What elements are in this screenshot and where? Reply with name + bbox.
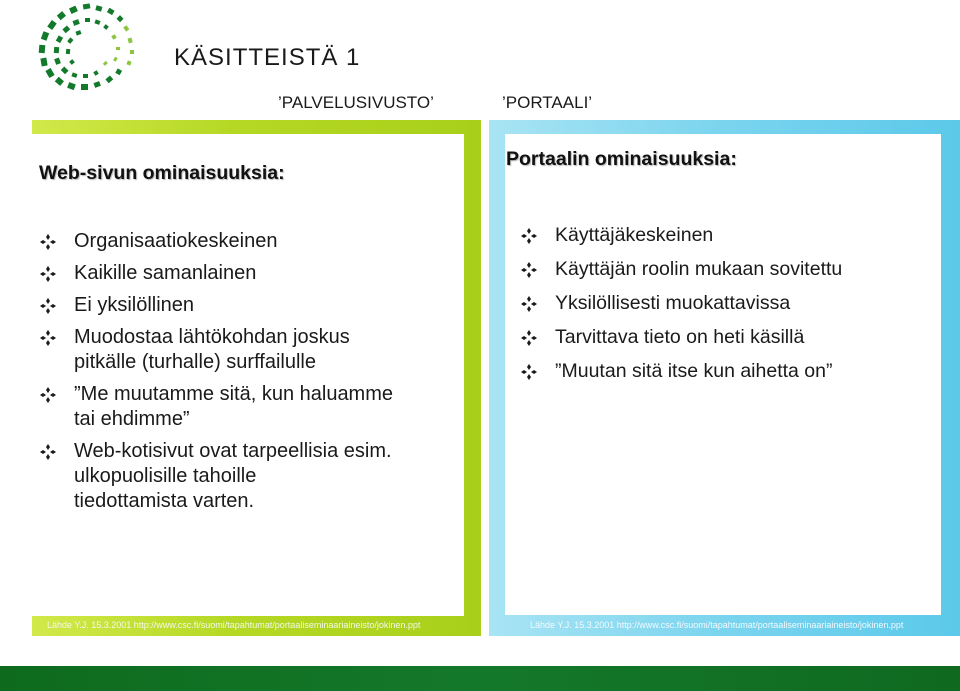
list-item-text: Tarvittava tieto on heti käsillä: [555, 326, 805, 348]
four-diamond-bullet-icon: [521, 228, 537, 244]
list-item: [521, 291, 941, 316]
four-diamond-bullet-icon: [40, 444, 56, 460]
column-label-left: ’PALVELUSIVUSTO’: [278, 93, 434, 112]
list-item: [40, 439, 460, 514]
left-panel-heading: Web-sivun ominaisuuksia:: [39, 162, 285, 184]
list-item-text: Web-kotisivut ovat tarpeellisia esim.: [74, 440, 392, 462]
four-diamond-bullet-icon: [521, 262, 537, 278]
right-bullet-list: [521, 223, 941, 393]
list-item-text: Organisaatiokeskeinen: [74, 230, 278, 252]
four-diamond-bullet-icon: [521, 296, 537, 312]
list-item-text: Kaikille samanlainen: [74, 262, 257, 284]
source-citation-left: Lähde Y.J. 15.3.2001 http://www.csc.fi/suomi/tapahtumat/portaaliseminaariaineisto/jokinen.ppt: [47, 620, 421, 630]
four-diamond-bullet-icon: [40, 298, 56, 314]
list-item-text: tai ehdimme”: [74, 408, 190, 430]
list-item: [40, 325, 460, 375]
four-diamond-bullet-icon: [40, 234, 56, 250]
list-item: [521, 359, 941, 384]
page-title: KÄSITTEISTÄ 1: [174, 44, 361, 71]
left-panel-content: [32, 134, 464, 616]
list-item-text: Käyttäjän roolin mukaan sovitettu: [555, 258, 843, 280]
left-bullet-list: [40, 229, 460, 521]
list-item-text: ”Me muutamme sitä, kun haluamme: [74, 383, 394, 405]
list-item-text: Ei yksilöllinen: [74, 294, 195, 316]
right-panel-heading: Portaalin ominaisuuksia:: [506, 148, 737, 170]
list-item: [40, 261, 460, 286]
list-item: [521, 257, 941, 282]
four-diamond-bullet-icon: [40, 330, 56, 346]
list-item: [40, 382, 460, 432]
list-item-text: Yksilöllisesti muokattavissa: [555, 292, 791, 314]
four-diamond-bullet-icon: [40, 266, 56, 282]
source-citation-right: Lähde Y.J. 15.3.2001 http://www.csc.fi/suomi/tapahtumat/portaaliseminaariaineisto/jokinen.ppt: [530, 620, 904, 630]
dotted-circle-logo-icon: [28, 0, 148, 95]
list-item-text: ”Muutan sitä itse kun aihetta on”: [555, 360, 833, 382]
list-item-text: tiedottamista varten.: [74, 490, 255, 512]
list-item: [521, 325, 941, 350]
four-diamond-bullet-icon: [521, 330, 537, 346]
footer-bar: [0, 666, 960, 691]
list-item: [40, 293, 460, 318]
list-item-text: Muodostaa lähtökohdan joskus: [74, 326, 350, 348]
right-panel: [489, 120, 960, 636]
column-label-right: ’PORTAALI’: [502, 93, 593, 112]
list-item-text: pitkälle (turhalle) surffailulle: [74, 351, 316, 373]
list-item: [521, 223, 941, 248]
list-item-text: ulkopuolisille tahoille: [74, 465, 257, 487]
four-diamond-bullet-icon: [40, 387, 56, 403]
left-panel: [32, 120, 481, 636]
list-item: [40, 229, 460, 254]
list-item-text: Käyttäjäkeskeinen: [555, 224, 714, 246]
four-diamond-bullet-icon: [521, 364, 537, 380]
